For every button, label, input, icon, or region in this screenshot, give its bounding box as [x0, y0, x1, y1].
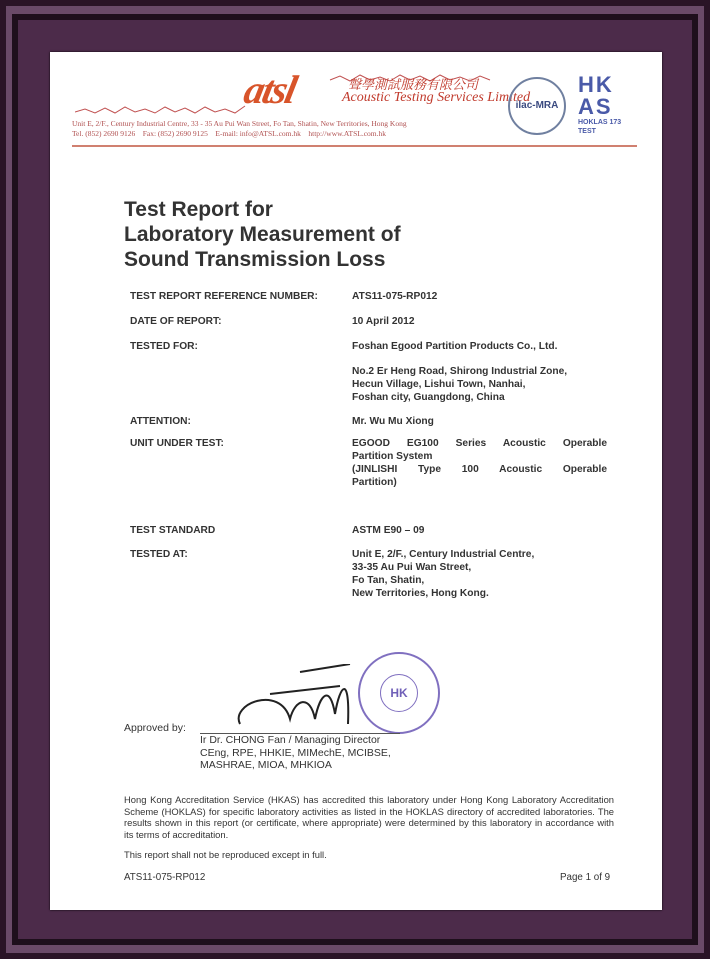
report-page [50, 52, 662, 910]
field-value: Foshan Egood Partition Products Co., Ltd. [352, 341, 558, 352]
page-number: Page 1 of 9 [560, 872, 611, 883]
accreditation-statement: Hong Kong Accreditation Service (HKAS) has accredited this laboratory under Hong Kong Laboratory Accreditation Scheme (HOKLAS) for specific laboratory activities as listed in the HOKLAS directory of accredited laboratories. The results shown in this report (or certificate, where appropriate) were determined by this laboratory in accordance with its terms of accreditation. [124, 794, 614, 840]
company-stamp [358, 652, 440, 734]
value-line: Foshan city, Guangdong, China [352, 392, 505, 403]
field-label: TESTED AT: [130, 549, 188, 560]
value-line: Partition) [352, 477, 397, 488]
signer-name: Ir Dr. CHONG Fan / Managing Director [200, 734, 381, 746]
hkas-text: HKAS [578, 72, 614, 119]
field-label: TEST STANDARD [130, 525, 216, 536]
value-line: New Territories, Hong Kong. [352, 588, 489, 599]
field-value: ASTM E90 – 09 [352, 525, 425, 536]
signer-details [200, 734, 391, 772]
stamp-emblem: HK [380, 674, 418, 712]
ilac-mra-logo: ilac-MRA [508, 77, 566, 135]
field-label: TESTED FOR: [130, 341, 198, 352]
letterhead-address [72, 119, 407, 139]
field-label: DATE OF REPORT: [130, 316, 222, 327]
letterhead-divider [72, 145, 637, 147]
hoklas-number: HOKLAS 173 [578, 119, 622, 126]
title-line: Sound Transmission Loss [124, 248, 386, 271]
atsl-logo: atsl [240, 67, 300, 112]
title-line: Laboratory Measurement of [124, 223, 401, 246]
field-value: Mr. Wu Mu Xiong [352, 416, 434, 427]
field-value: 10 April 2012 [352, 316, 415, 327]
field-label: ATTENTION: [130, 416, 191, 427]
value-line: 33-35 Au Pui Wan Street, [352, 562, 472, 573]
title-line: Test Report for [124, 198, 273, 221]
hoklas-sub: TEST [578, 128, 596, 135]
field-value-address [352, 365, 607, 404]
footer-reference: ATS11-075-RP012 [124, 872, 206, 883]
field-value-unit [352, 437, 607, 489]
company-name: Acoustic Testing Services Limited [342, 90, 531, 105]
value-line: Fo Tan, Shatin, [352, 575, 425, 586]
value-line: Partition System [352, 451, 433, 462]
approved-by-label: Approved by: [124, 722, 186, 734]
company-chinese-name: 聲學測試服務有限公司 [348, 77, 479, 92]
signer-credentials: CEng, RPE, HHKIE, MIMechE, MCIBSE, [200, 746, 391, 759]
value-line: (JINLISHI Type 100 Acoustic Operable [352, 464, 607, 475]
contact-line: Tel. (852) 2690 9126 Fax: (852) 2690 9125 E-mail: info@ATSL.com.hk http://www.ATSL.com.hk [72, 129, 386, 138]
value-line: No.2 Er Heng Road, Shirong Industrial Zone, [352, 366, 568, 377]
field-value-location [352, 548, 607, 600]
hkas-logo [578, 74, 628, 136]
field-value: ATS11-075-RP012 [352, 291, 438, 302]
reproduction-note: This report shall not be reproduced except in full. [124, 849, 327, 860]
signature [220, 664, 370, 734]
value-line: EGOOD EG100 Series Acoustic Operable [352, 438, 607, 449]
report-title [124, 197, 401, 272]
field-label: UNIT UNDER TEST: [130, 438, 224, 449]
signer-credentials: MASHRAE, MIOA, MHKIOA [200, 759, 332, 771]
address-line: Unit E, 2/F., Century Industrial Centre, 33 - 35 Au Pui Wan Street, Fo Tan, Shatin, New Territories, Hong Kong [72, 119, 407, 128]
value-line: Hecun Village, Lishui Town, Nanhai, [352, 379, 526, 390]
field-label: TEST REPORT REFERENCE NUMBER: [130, 291, 318, 302]
value-line: Unit E, 2/F., Century Industrial Centre, [352, 549, 535, 560]
